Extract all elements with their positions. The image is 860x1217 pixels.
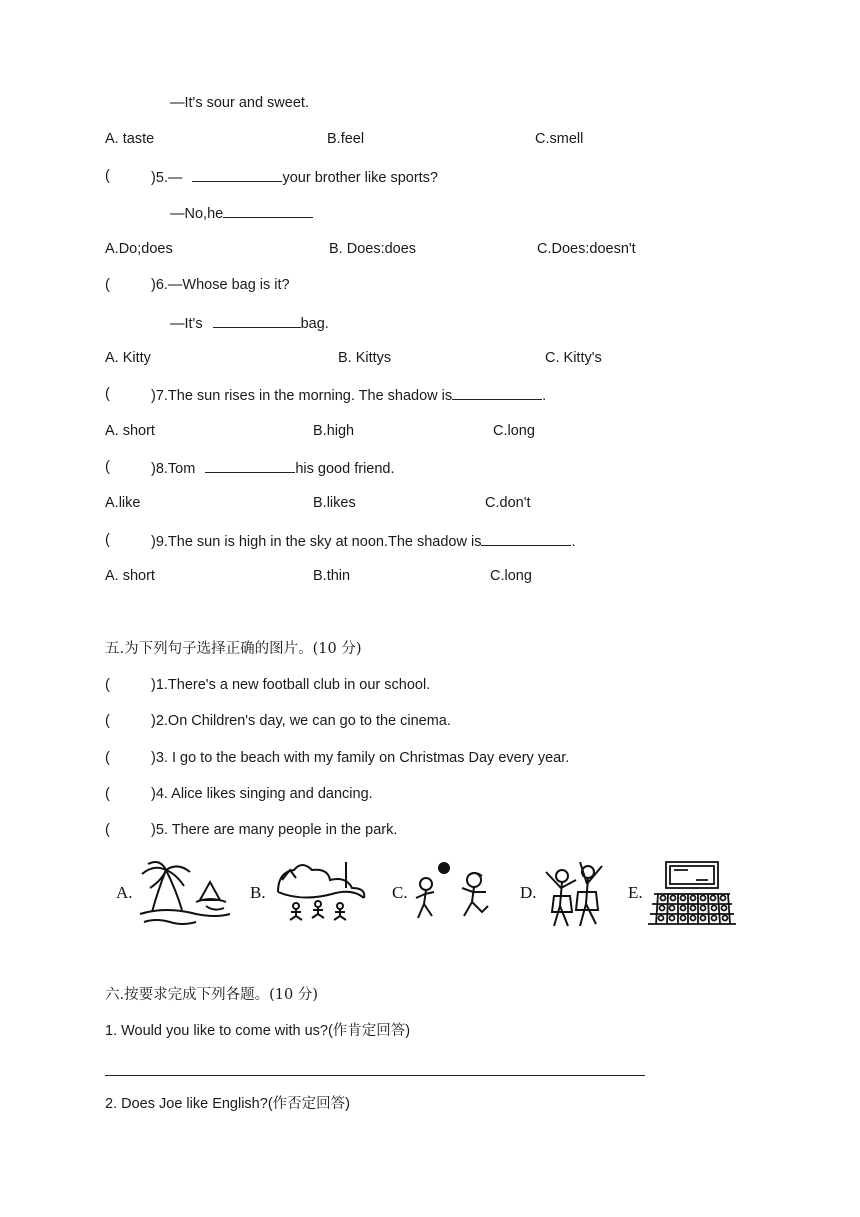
q6-option-c: C. Kitty's: [545, 350, 602, 366]
part6-heading: 六.按要求完成下列各题。(10 分): [105, 987, 318, 1003]
q7-blank[interactable]: [452, 385, 542, 400]
part6-question-1: 1. Would you like to come with us?(作肯定回答): [105, 1023, 411, 1039]
q5-option-c: C.Does:doesn't: [537, 241, 636, 257]
cinema-picture-icon: [648, 860, 736, 926]
q9-option-c: C.long: [490, 568, 532, 584]
beach-picture-icon: [136, 860, 232, 928]
part5-item-4: )4. Alice likes singing and dancing.: [151, 786, 373, 802]
part5-item-2-paren[interactable]: (: [105, 713, 110, 729]
picture-label-e: E.: [628, 883, 643, 902]
q5-option-b: B. Does:does: [329, 241, 417, 257]
q8-question: [151, 458, 395, 478]
q9-text: )9.The sun is high in the sky at noon.The shadow is: [151, 534, 482, 550]
part5-item-2: )2.On Children's day, we can go to the cinema.: [151, 713, 451, 729]
q6-answer-prefix: —It's: [170, 316, 203, 332]
q5-option-a: A.Do;does: [105, 241, 173, 257]
q5-paren[interactable]: (: [105, 168, 110, 184]
q4-answer: —It's sour and sweet.: [170, 95, 309, 111]
q8-option-a: A.like: [105, 495, 141, 511]
q6-blank[interactable]: [213, 313, 301, 328]
q8-blank[interactable]: [205, 458, 295, 473]
part5-item-5-paren[interactable]: (: [105, 822, 110, 838]
picture-label-b: B.: [250, 883, 266, 902]
q4-option-c: C.smell: [535, 131, 584, 147]
q9-blank[interactable]: [481, 531, 571, 546]
football-picture-icon: [412, 862, 496, 924]
q6-option-b: B. Kittys: [338, 350, 392, 366]
q6-answer: [170, 313, 329, 333]
q7-question: [151, 385, 546, 405]
q8-text: )8.Tom: [151, 461, 196, 477]
q9-question: [151, 531, 576, 551]
q8-option-b: B.likes: [313, 495, 356, 511]
q7-end: .: [542, 388, 547, 404]
part5-heading: 五.为下列句子选择正确的图片。(10 分): [105, 641, 362, 657]
part6-answer-line-1[interactable]: [105, 1075, 645, 1076]
q7-option-c: C.long: [493, 423, 535, 439]
q4-option-b: B.feel: [327, 131, 365, 147]
dancing-picture-icon: [540, 856, 608, 930]
q6-paren[interactable]: (: [105, 277, 110, 293]
picture-label-c: C.: [392, 883, 408, 902]
q9-end: .: [571, 534, 576, 550]
q5-number: )5.—: [151, 170, 183, 186]
part6-question-2: 2. Does Joe like English?(作否定回答): [105, 1096, 350, 1112]
picture-strip: [112, 856, 738, 930]
part5-item-4-paren[interactable]: (: [105, 786, 110, 802]
q5-answer-prefix: —No,he: [170, 206, 224, 222]
q6-option-a: A. Kitty: [105, 350, 151, 366]
q6-answer-suffix: bag.: [300, 316, 329, 332]
q8-paren[interactable]: (: [105, 459, 110, 475]
q7-option-b: B.high: [313, 423, 355, 439]
q5-blank[interactable]: [192, 167, 282, 182]
part5-item-3-paren[interactable]: (: [105, 750, 110, 766]
q9-option-a: A. short: [105, 568, 155, 584]
q5-question: [151, 167, 438, 187]
q7-option-a: A. short: [105, 423, 155, 439]
picture-label-a: A.: [116, 883, 133, 902]
part5-item-1: )1.There's a new football club in our school.: [151, 677, 431, 693]
picture-label-d: D.: [520, 883, 537, 902]
q5-answer-blank[interactable]: [223, 203, 313, 218]
q9-option-b: B.thin: [313, 568, 351, 584]
q9-paren[interactable]: (: [105, 532, 110, 548]
q4-option-a: A. taste: [105, 131, 155, 147]
q8-suffix: his good friend.: [295, 461, 395, 477]
part5-item-1-paren[interactable]: (: [105, 677, 110, 693]
q5-text: your brother like sports?: [282, 170, 438, 186]
q6-question: )6.—Whose bag is it?: [151, 277, 290, 293]
part5-item-5: )5. There are many people in the park.: [151, 822, 398, 838]
q7-text: )7.The sun rises in the morning. The shadow is: [151, 388, 453, 404]
part5-item-3: )3. I go to the beach with my family on Christmas Day every year.: [151, 750, 570, 766]
q8-option-c: C.don't: [485, 495, 531, 511]
q7-paren[interactable]: (: [105, 386, 110, 402]
q5-answer: [170, 203, 313, 223]
park-picture-icon: [272, 858, 368, 928]
